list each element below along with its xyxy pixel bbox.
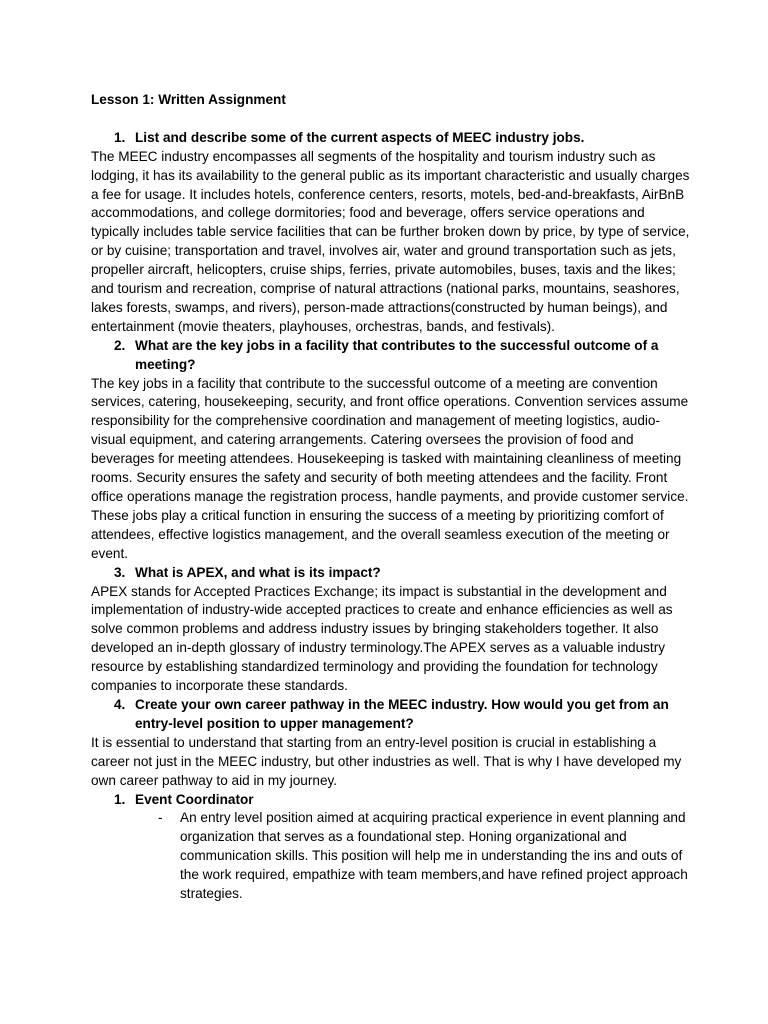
pathway-item-1-title: Event Coordinator (135, 791, 254, 807)
question-3-text: What is APEX, and what is its impact? (135, 564, 381, 580)
document-title: Lesson 1: Written Assignment (91, 92, 286, 107)
question-2-number: 2. (114, 337, 126, 353)
question-2-text: What are the key jobs in a facility that contributes to the successful outcome of a meeting? (135, 337, 659, 372)
answer-3: APEX stands for Accepted Practices Exchange; its impact is substantial in the development and implementation of industry-wide accepted practices to create and enhance efficiencies as well as solve common problems and address industry issues by bringing stakeholders together. It also developed an in-depth glossary of industry terminology.The APEX serves as a valuable industry resource by establishing standardized terminology and providing the foundation for technology companies to incorporate these standards. (91, 583, 673, 694)
question-2 (91, 337, 691, 375)
pathway-item-1-number: 1. (114, 791, 126, 807)
answer-4: It is essential to understand that starting from an entry-level position is crucial in establishing a career not just in the MEEC industry, but other industries as well. That is why I have developed my own career pathway to aid in my journey. (91, 734, 682, 788)
question-1-number: 1. (114, 129, 126, 145)
question-4-text: Create your own career pathway in the MEEC industry. How would you get from an entry-level position to upper management? (135, 696, 669, 731)
bullet-dash-icon: - (158, 810, 163, 826)
question-3-number: 3. (114, 564, 126, 580)
pathway-item-1 (91, 791, 691, 810)
question-4 (91, 696, 691, 734)
document-page (91, 91, 691, 904)
pathway-bullet-text: An entry level position aimed at acquiring practical experience in event planning and organization that serves as a foundational step. Honing organizational and communication skills. This position will help me in understanding the ins and outs of the work required, empathize with team members,and have refined project approach strategies. (180, 810, 688, 902)
pathway-bullet (91, 809, 691, 904)
question-1-text: List and describe some of the current aspects of MEEC industry jobs. (135, 129, 585, 145)
question-3 (91, 564, 691, 583)
question-1 (91, 129, 691, 148)
answer-1: The MEEC industry encompasses all segments of the hospitality and tourism industry such as lodging, it has its availability to the general public as its important characteristic and usually charges a fee for usage. It includes hotels, conference centers, resorts, motels, bed-and-breakfasts, AirBnB accommodations, and college dormitories; food and beverage, offers service operations and typically includes table service facilities that can be further broken down by price, by type of service, or by cuisine; transportation and travel, involves air, water and ground transportation such as jets, propeller aircraft, helicopters, cruise ships, ferries, private automobiles, buses, taxis and the likes; and tourism and recreation, comprise of natural attractions (national parks, mountains, seashores, lakes forests, swamps, and rivers), person-made attractions(constructed by human beings), and entertainment (movie theaters, playhouses, orchestras, bands, and festivals). (91, 148, 690, 334)
answer-2: The key jobs in a facility that contribute to the successful outcome of a meeting are convention services, catering, housekeeping, security, and front office operations. Convention services assume responsibility for the comprehensive coordination and management of meeting logistics, audio-visual equipment, and catering arrangements. Catering oversees the provision of food and beverages for meeting attendees. Housekeeping is tasked with maintaining cleanliness of meeting rooms. Security ensures the safety and security of both meeting attendees and the facility. Front office operations manage the registration process, handle payments, and provide customer service. These jobs play a critical function in ensuring the success of a meeting by prioritizing comfort of attendees, effective logistics management, and the overall seamless execution of the meeting or event. (91, 375, 689, 561)
question-4-number: 4. (114, 696, 126, 712)
